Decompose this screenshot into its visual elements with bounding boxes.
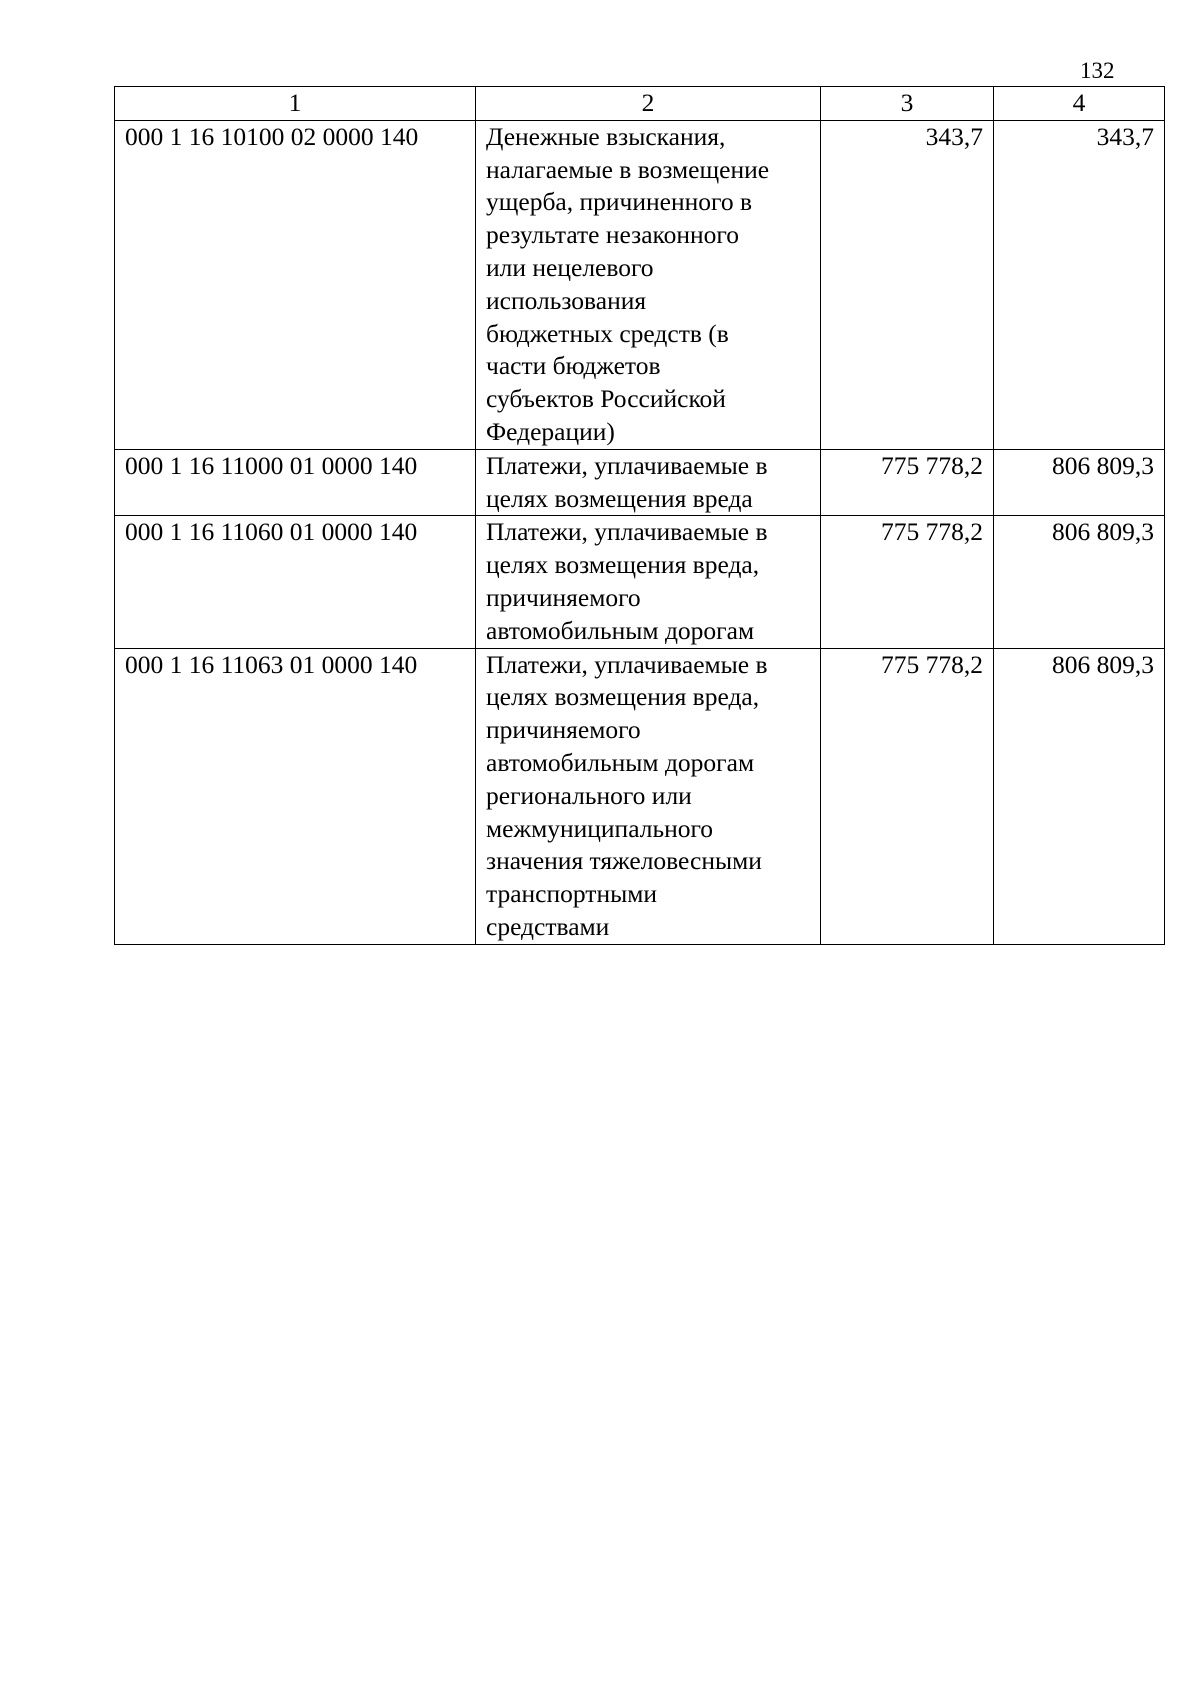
item-name bbox=[476, 516, 821, 648]
item-name-line: результате незаконного bbox=[486, 220, 740, 250]
table-row bbox=[115, 648, 1165, 944]
budget-code: 000 1 16 10100 02 0000 140 bbox=[115, 120, 476, 449]
item-name-line: регионального или bbox=[486, 780, 692, 810]
item-name-line: Денежные взыскания, bbox=[486, 121, 726, 151]
value-col-3: 343,7 bbox=[821, 120, 994, 449]
item-name bbox=[476, 449, 821, 516]
item-name-line: ущерба, причиненного в bbox=[486, 187, 753, 217]
table-row bbox=[115, 120, 1165, 449]
budget-table bbox=[114, 86, 1165, 945]
item-name-line: части бюджетов bbox=[486, 351, 661, 381]
item-name-line: использования bbox=[486, 285, 647, 315]
item-name-line: автомобильным дорогам bbox=[486, 615, 755, 645]
item-name-line: или нецелевого bbox=[486, 252, 654, 282]
item-name-line: средствами bbox=[486, 911, 610, 941]
value-col-4: 806 809,3 bbox=[994, 449, 1165, 516]
column-header-1: 1 bbox=[115, 87, 476, 121]
item-name-line: причиняемого bbox=[486, 715, 641, 745]
item-name-line: значения тяжеловесными bbox=[486, 846, 762, 876]
value-col-3: 775 778,2 bbox=[821, 516, 994, 648]
column-header-4: 4 bbox=[994, 87, 1165, 121]
item-name-line: Платежи, уплачиваемые в bbox=[486, 517, 768, 547]
page-number: 132 bbox=[1080, 58, 1115, 83]
table-row bbox=[115, 516, 1165, 648]
item-name-line: целях возмещения вреда, bbox=[486, 550, 760, 580]
value-col-3: 775 778,2 bbox=[821, 648, 994, 944]
item-name-line: транспортными bbox=[486, 879, 658, 909]
item-name-line: целях возмещения вреда, bbox=[486, 682, 760, 712]
item-name-line: межмуниципального bbox=[486, 813, 714, 843]
value-col-4: 806 809,3 bbox=[994, 648, 1165, 944]
column-header-3: 3 bbox=[821, 87, 994, 121]
column-header-2: 2 bbox=[476, 87, 821, 121]
budget-code: 000 1 16 11000 01 0000 140 bbox=[115, 449, 476, 516]
header-row bbox=[115, 87, 1165, 121]
item-name-line: причиняемого bbox=[486, 582, 641, 612]
item-name-line: автомобильным дорогам bbox=[486, 747, 755, 777]
item-name-line: налагаемые в возмещение bbox=[486, 154, 770, 184]
item-name bbox=[476, 120, 821, 449]
table-row bbox=[115, 449, 1165, 516]
item-name-line: Федерации) bbox=[486, 416, 615, 446]
item-name-line: Платежи, уплачиваемые в bbox=[486, 450, 768, 480]
item-name-line: бюджетных средств (в bbox=[486, 318, 729, 348]
value-col-3: 775 778,2 bbox=[821, 449, 994, 516]
value-col-4: 806 809,3 bbox=[994, 516, 1165, 648]
budget-code: 000 1 16 11060 01 0000 140 bbox=[115, 516, 476, 648]
budget-code: 000 1 16 11063 01 0000 140 bbox=[115, 648, 476, 944]
item-name-line: Платежи, уплачиваемые в bbox=[486, 649, 768, 679]
item-name-line: целях возмещения вреда bbox=[486, 483, 753, 513]
item-name bbox=[476, 648, 821, 944]
value-col-4: 343,7 bbox=[994, 120, 1165, 449]
item-name-line: субъектов Российской bbox=[486, 384, 726, 414]
